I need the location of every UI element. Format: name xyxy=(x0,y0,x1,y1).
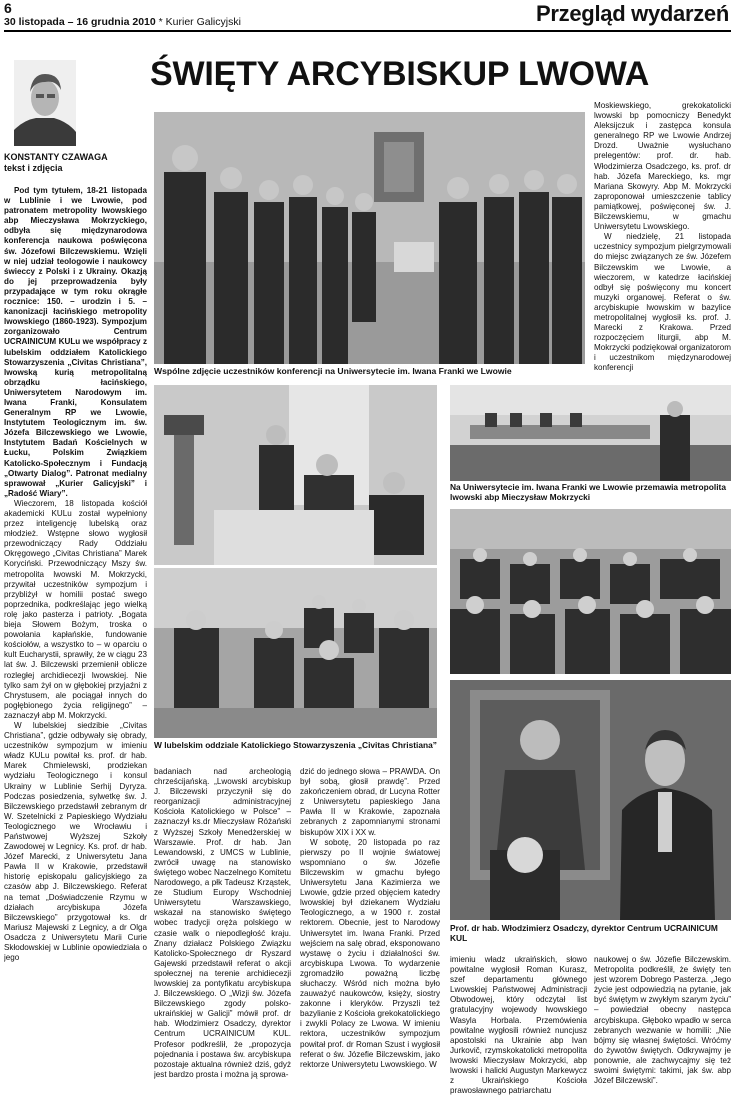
author-photo xyxy=(14,60,76,146)
caption-speech-photo: Na Uniwersytecie im. Iwana Franki we Lwowie przemawia metropolita lwowski abp Mieczysław Mokrzycki xyxy=(450,482,726,502)
caption-civitas-photo: W lubelskim oddziale Katolickiego Stowarzyszenia „Civitas Christiana” xyxy=(154,740,437,750)
article-column-2 xyxy=(154,767,291,1104)
article-paragraph: badaniach nad archeologią chrześcijańską. „Lwowski arcybiskup J. Bilczewski przyczynił się do reorganizacji administracyjnej Kościoła Katolickiego w Polsce” – zaznaczył ks.dr Mieczysław Różański z Wyższej Szkoły Menedżerskiej w Warszawie. Prof. dr hab. Jan Lewandowski, z UMCS w Lublinie, zwrócił uwagę na stanowisko świętego wobec Naczelnego Komitetu Narodowego, a płk Tadeusz Krząstek, ze Studium Europy Wschodniej Uniwersytetu Warszawskiego, wskazał na stanowisko świętego wobec tradycji oręża polskiego w czasie walk o niepodległość kraju. Znany działacz Polskiego Związku Katolicko-Społecznego dr Ryszard Gajewski przedstawił referat o akcji społecznej na terenie archidiecezji lwowskiej za pontyfikatu arcybiskupa J. Bilczewskiego. O „Wizji św. Józefa Bilczewskiego zgody polsko-ukraińskiej w Galicji” mówił prof. dr hab. Włodzimierz Osadczy, dyrektor Centrum UCRAINICUM KUL. Profesor podkreślił, że „propozycja pojednania i postawa św. arcybiskupa pozostaje aktualna również dziś, gdyż jest bardzo prosta i można ją sprowa- xyxy=(154,767,291,1079)
article-paragraph: Moskiewskiego, grekokatolicki lwowski bp pomocniczy Benedykt Aleksijczuk i zastępca konsula generalnego RP we Lwowie Andrzej Drozd. Uważnie wysłuchano prelegentów: prof. dr. hab. Włodzimierza Osadczego, ks. prof. dr hab. Józefa Mareckiego, ks. mgr Mariana Skowyry. Abp M. Mokrzycki zaproponował umieszczenie tablicy pamiątkowej, poświęconej św. J. Bilczewskiemu, w gmachu Uniwersytetu Lwowskiego. xyxy=(594,101,731,232)
osadczy-photo xyxy=(450,680,731,920)
author-name: KONSTANTY CZAWAGA xyxy=(4,152,108,162)
caption-group-photo: Wspólne zdjęcie uczestników konferencji na Uniwersytecie im. Iwana Franki we Lwowie xyxy=(154,366,512,376)
article-lead: Pod tym tytułem, 18-21 listopada w Lublinie i we Lwowie, pod patronatem metropolity lwowskiego abp Mieczysława Mokrzyckiego, odbyła się międzynarodowa konferencja naukowa poświęcona św. Józefowi Bilczewskiemu. Wzięli w niej udział teologowie i naukowcy świeccy z Polski i z Ukrainy. Okazją do jej przeprowadzenia były przypadające w tym roku okrągłe rocznice: 150. – urodzin i 5. – kanonizacji łacińskiego metropolity lwowskiego (1860-1923). Sympozjum zorganizowało Centrum UCRAINICUM KULu we współpracy z lubelskim oddziałem Katolickiego Stowarzyszenia „Civitas Christiana”, lwowską kurią metropolitalną obrządku łacińskiego, Uniwersytetem Narodowym im. Iwana Franki, Konsulatem Generalnym RP we Lwowie, Instytutem Teologicznym im. św. Józefa Bilczewskiego we Lwowie, Instytutem Badań Kościelnych w Łucku, Polskim Związkiem Katolicko-Społecznym i Fundacją „Otwarty Dialog”. Patronat medialny sprawował „Kurier Galicyjski” i „Radość Wiary”. xyxy=(4,186,147,498)
article-column-1 xyxy=(4,186,147,1104)
header-rule xyxy=(4,30,731,32)
section-title: Przegląd wydarzeń xyxy=(536,1,729,26)
civitas-meeting-photo xyxy=(154,568,437,738)
speech-photo xyxy=(450,385,731,481)
article-paragraph: W lubelskiej siedzibie „Civitas Christiana”, gdzie odbywały się obrady, uczestników sympozjum w imieniu władz KULu powitał ks. prof. dr hab. Marek Chmielewski, prodziekan wydziału Teologicznego i konsul Ukrainy w Lublinie Serhij Dyryza. Podczas posiedzenia, sylwetkę św. J. Bilczewskiego przedstawił zebranym dr W. Szetelnicki z Papieskiego Wydziału Teologicznego we Wrocławiu i Państwowej Wyższej Szkoły Zawodowej w Legnicy. Ks. prof. dr hab. Józef Marecki, z Uniwersytetu Jana Pawła II w Krakowie, przedstawił historię episkopalu galicyjskiego za czasów abp J. Bilczewskiego. Referat na temat „Doświadczenie Rzymu w działach arcybiskupa Józefa Bilczewskiego” przygotował ks. dr Mariusz Majewski z Legnicy, a dr Olga Osadcza z Uniwersytetu Marii Curie Skłodowskiej w Lublinie opowiedziała o jego xyxy=(4,720,147,963)
article-column-5-bottom xyxy=(594,955,731,1104)
date-line xyxy=(4,16,241,28)
page-number: 6 xyxy=(4,0,12,16)
article-column-4-top xyxy=(594,101,731,384)
issue-date: 30 listopada – 16 grudnia 2010 xyxy=(4,16,156,28)
article-column-3 xyxy=(300,767,440,1104)
article-paragraph: dzić do jednego słowa – PRAWDA. On był sobą, głosił prawdę”. Przed zakończeniem obrad, dr Lucyna Rotter z Uniwersytetu papieskiego Jana Pawła II w Krakowie, zapoznała zebranych z zapomnianymi stronami biskupów XIX i XX w. xyxy=(300,767,440,837)
caption-osadczy-photo: Prof. dr hab. Włodzimierz Osadczy, dyrektor Centrum UCRAINICUM KUL xyxy=(450,923,718,943)
publication-name: Kurier Galicyjski xyxy=(165,16,241,28)
article-paragraph: W sobotę, 20 listopada po raz pierwszy po II wojnie światowej wspomniano o św. Józefie Bilczewskim w gmachu byłego Uniwersytetu Jana Kazimierza we Lwowie, gdzie przed objęciem katedry lwowskiej był dziekanem Wydziału Teologicznego, a w 1900 r. został rektorem. Obecnie, jest to Narodowy Uniwersytet im. Iwana Franki. Przed wejściem na salę obrad, eksponowano wystawę o życiu i działalności św. arcybiskupa Lwowa. To wydarzenie zgromadziło poważną liczbę słuchaczy. Wśród nich można było zauważyć naukowców, księży, siostry zakonne i kleryków. Przyszli też bazylianie z Kościoła grekokatolickiego i zwykli Polacy ze Lwowa. W imieniu rektora, uczestników sympozjum powitał prof. dr Roman Szust i wygłosił referat o św. Józefie Bilczewskim, jako rektorze Uniwersytetu Lwowskiego. W xyxy=(300,837,440,1069)
article-paragraph: imieniu władz ukraińskich, słowo powitalne wygłosił Roman Kurasz, szef departamentu głównego Lwowskiej Państwowej Administracji Obwodowej, który odczytał list gratulacyjny wojewody lwowskiego Wasyla Horbala. Przemówienia powitalne wygłosili również nuncjusz apostolski na Ukrainie abp Ivan Jurkovič, rzymskokatolicki metropolita lwowski Mieczysław Mokrzycki, abp lwowski i halicki Augustyn Markewycz z Ukraińskiego Kościoła prawosławnego patriarchatu xyxy=(450,955,587,1096)
article-paragraph: W niedzielę, 21 listopada uczestnicy sympozjum pielgrzymowali do miejsc związanych ze św. Józefem Bilczewskim we Lwowie, a wieczorem, w katedrze łacińskiej odbył się poświęcony mu koncert muzyki organowej. Referat o św. arcybiskupie lwowskim w bazylice metropolitalnej wygłosił ks. prof. J. Marecki z Krakowa. Przed rozpoczęciem liturgii, abp M. Mokrzycki podziękował organizatorom i uczestnikom międzynarodowej konferencji xyxy=(594,232,731,373)
article-paragraph: naukowej o św. Józefie Bilczewskim. Metropolita podkreślił, że święty ten jest wzorem Dobrego Pasterza. „Jego życie jest odpowiedzią na pytanie, jak być świętym w zwykłym szarym życiu” – powiedział obecny następca arcybiskupa. Głęboko wpadło w serca zebranych wezwanie w homilii: „Nie bójmy się własnej świętości. Wróćmy do żywotów świętych. Odkrywajmy je ponownie, ale zachwycajmy się też swoimi świętymi: takimi, jak św. abp Józef Bilczewski”. xyxy=(594,955,731,1086)
audience-photo xyxy=(450,509,731,674)
article-column-4-bottom xyxy=(450,955,587,1104)
exhibition-photo xyxy=(154,385,437,565)
article-paragraph: Wieczorem, 18 listopada kościół akademicki KULu został wypełniony przez inteligencję lubelską oraz młodzież. Wstępne słowo wygłosił przewodniczący Rady Oddziału Okręgowego „Civitas Christiana” Marek Koryciński. Przewodniczący Mszy św. metropolita lwowski M. Mokrzycki, przywitał uczestników sympozjum i przybliżył w homilii postać swego poprzednika, podkreślając jego wielką rolę jako pasterza i patrioty. „Bogata bieja Słowem Bożym, troska o powołania kapłańskie, fundowanie kościołów, a wszystko to – w oparciu o kult Eucharystii, sprawiły, że w ciągu 23 lat św. J. Bilczewski przemienił oblicze rozległej archidiecezji lwowskiej. Nie tylko sam żył on w głębokiej przyjaźni z Chrystusem, ale pociągał innych do pogłębionego życia religijnego” – zaznaczył abp M. Mokrzycki. xyxy=(4,498,147,720)
article-title: ŚWIĘTY ARCYBISKUP LWOWA xyxy=(150,55,650,93)
separator-mark: * xyxy=(158,16,163,28)
group-photo xyxy=(154,112,585,364)
author-role: tekst i zdjęcia xyxy=(4,163,63,173)
